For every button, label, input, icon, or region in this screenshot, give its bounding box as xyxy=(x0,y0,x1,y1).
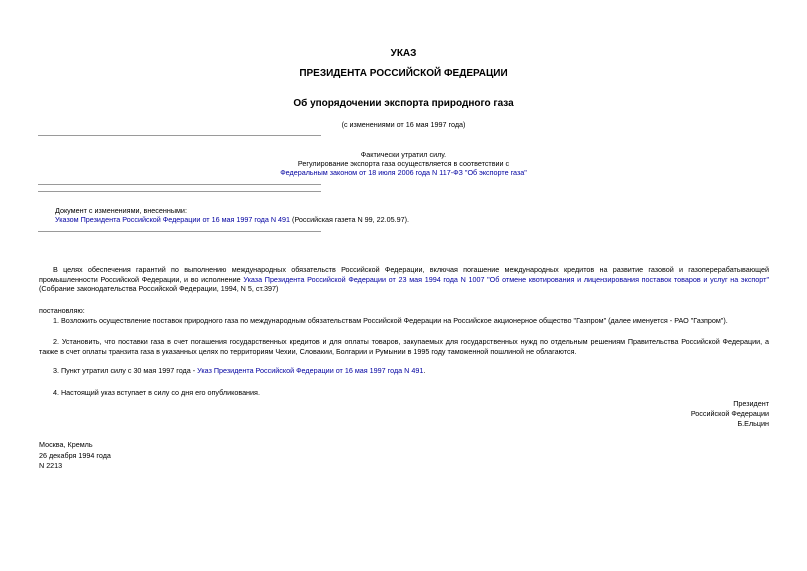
item-4: 4. Настоящий указ вступает в силу со дня его опубликования. xyxy=(53,388,260,397)
changes-label: Документ с изменениями, внесенными: xyxy=(55,206,187,215)
signature-name: Б.Ельцин xyxy=(737,419,769,428)
footer-block xyxy=(39,440,111,472)
document-subject: Об упорядочении экспорта природного газа xyxy=(293,98,514,109)
preamble-paragraph xyxy=(39,265,769,294)
signature-title: Президент xyxy=(733,399,769,408)
divider xyxy=(38,135,321,136)
item-3-end: . xyxy=(423,366,426,375)
signature-block xyxy=(691,399,769,429)
status-line-2: Регулирование экспорта газа осуществляется в соответствии с xyxy=(297,159,510,168)
item-1: 1. Возложить осуществление поставок природного газа по международным обязательствам Российской Федерации на Российское акционерное общество "Газпром" (далее именуется - РАО "Газпром"). xyxy=(53,316,728,325)
item-2: 2. Установить, что поставки газа в счет погашения государственных кредитов и для оплаты товаров, закупаемых для государственных нужд по отдельным решениям Правительства Российской Федерации, а также в счет оплаты транзита газа в указанных целях по территориям Чехии, Словакии, Болгарии и Румынии в 1995 году таможенной пошлиной не облагаются. xyxy=(39,337,769,356)
decree-word: постановляю: xyxy=(39,306,85,315)
preamble-text: В целях обеспечения гарантий по выполнению международных обязательств Российской Федерации, включая погашение международных кредитов на развитие газовой и газоперерабатывающей промышленности Российской Федерации, и во исполнение xyxy=(39,265,769,284)
decree-1007-link[interactable]: Указа Президента Российской Федерации от 23 мая 1994 года N 1007 "Об отмене квотирования и лицензирования поставок товаров и услуг на экспорт" xyxy=(243,274,769,284)
footer-date: 26 декабря 1994 года xyxy=(39,450,111,460)
item-3 xyxy=(39,366,769,376)
footer-number: N 2213 xyxy=(39,461,63,470)
divider xyxy=(38,184,321,185)
decree-491-link-2[interactable]: Указ Президента Российской Федерации от 16 мая 1997 года N 491 xyxy=(197,366,424,375)
document-title: УКАЗ xyxy=(390,48,417,59)
status-line-1: Фактически утратил силу. xyxy=(360,150,447,159)
changes-line xyxy=(55,215,409,224)
item-3-text: 3. Пункт утратил силу с 30 мая 1997 года - xyxy=(53,366,198,375)
federal-law-link[interactable]: Федеральным законом от 18 июля 2006 года N 117-ФЗ "Об экспорте газа" xyxy=(280,168,527,177)
footer-place: Москва, Кремль xyxy=(39,440,93,449)
decree-491-link[interactable]: Указом Президента Российской Федерации от 16 мая 1997 года N 491 xyxy=(55,215,291,224)
signature-country: Российской Федерации xyxy=(690,409,769,418)
divider xyxy=(38,191,321,192)
divider xyxy=(38,231,321,232)
changes-source: (Российская газета N 99, 22.05.97). xyxy=(290,215,410,224)
document-issuer: ПРЕЗИДЕНТА РОССИЙСКОЙ ФЕДЕРАЦИИ xyxy=(299,68,508,79)
amendments-note: (с изменениями от 16 мая 1997 года) xyxy=(341,120,466,129)
preamble-source: (Собрание законодательства Российской Федерации, 1994, N 5, ст.397) xyxy=(39,284,279,293)
